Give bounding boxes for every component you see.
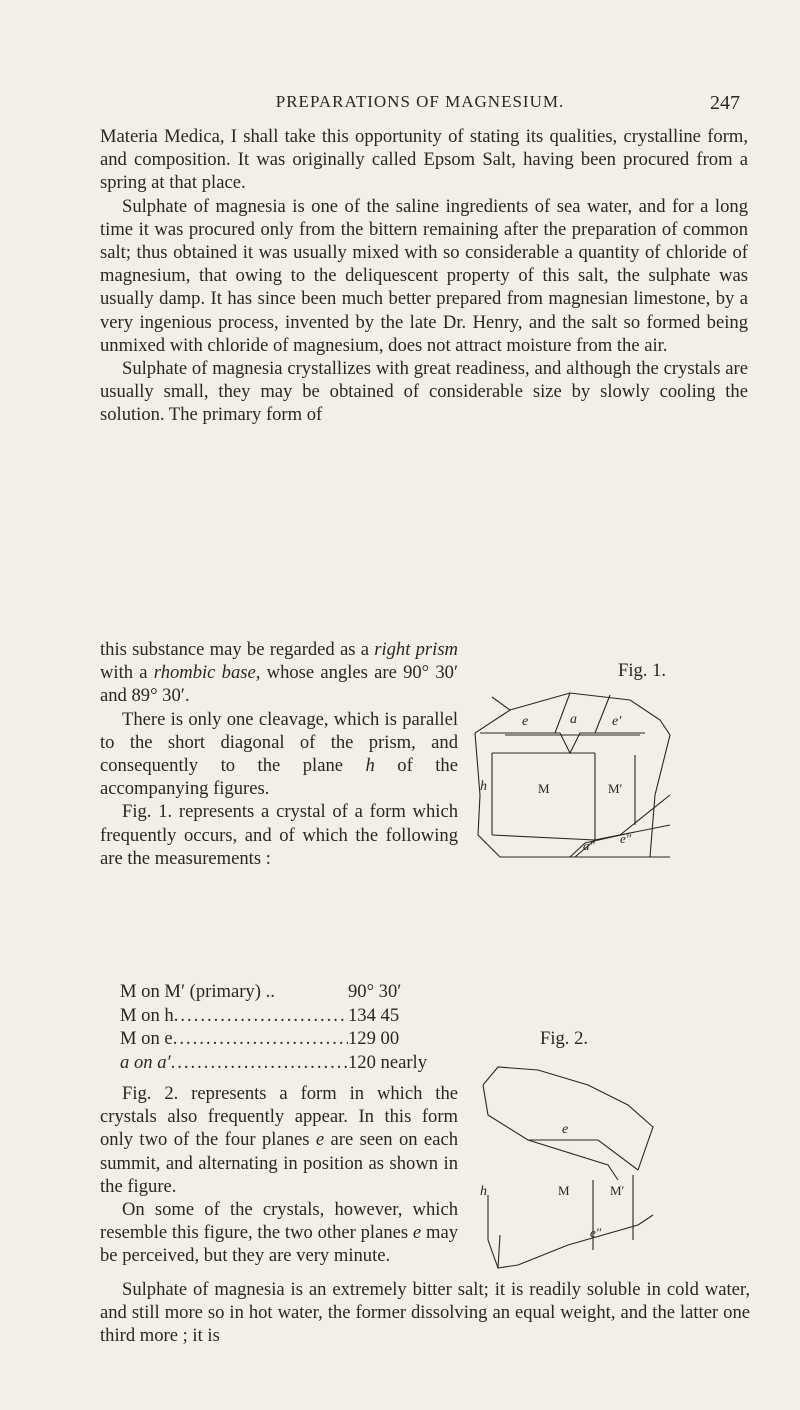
- fig1-label-a: a: [570, 712, 577, 727]
- fig1-crystal-diagram: [470, 675, 680, 860]
- measurement-row: M on e ..... 129 00: [120, 1027, 460, 1051]
- fig2-label-M: M: [558, 1183, 570, 1198]
- fig1-label-e: e: [522, 714, 529, 729]
- paragraph-2: Sulphate of magnesia is one of the saline ingredients of sea water, and for a long time it was procured only from the bittern remaining after the preparation of common salt; thus obtained it was usually mixed with so considerable a quantity of chloride of magnesium, that owing to the deliquescent property of this salt, the sulphate was usually damp. It has since been much better prepared from magnesian limestone, by a very ingenious process, invented by the late Dr. Henry, and the salt so formed being unmixed with chloride of magnesium, does not attract moisture from the air.: [100, 195, 748, 356]
- measurements-table: [120, 980, 460, 1074]
- measurement-row: M on h ..... 134 45: [120, 1004, 460, 1028]
- fig1-label-h: h: [480, 779, 487, 794]
- minute-planes-paragraph: On some of the crystals, however, which resemble this figure, the two other planes e may be perceived, but they are very minute.: [100, 1199, 458, 1267]
- term-rhombic-base: rhombic base: [153, 662, 256, 684]
- paragraph-3: Sulphate of magnesia crystallizes with great readiness, and although the crystals are usually small, they may be obtained of considerable size by slowly cooling the solution. The primary form of: [100, 358, 748, 426]
- measurement-row: M on M′ (primary) .. 90° 30′: [120, 981, 402, 1002]
- fig2-label-M-prime: M′: [610, 1183, 625, 1198]
- fig2-label-e: e: [562, 1122, 569, 1137]
- term-right-prism: right prism: [374, 639, 458, 660]
- fig1-label-M-prime: M′: [608, 781, 623, 796]
- left-column-text-1: [100, 638, 458, 870]
- primary-form-paragraph: this substance may be regarded as a right prism with a rhombic base, whose angles are 90° 30′ and 89° 30′.: [100, 639, 459, 707]
- cleavage-paragraph: There is only one cleavage, which is parallel to the short diagonal of the prism, and consequently to the plane h of the accompanying figures.: [100, 708, 458, 800]
- running-head: PREPARATIONS OF MAGNESIUM.: [275, 92, 565, 111]
- fig2-caption: Fig. 2.: [540, 1028, 589, 1049]
- bottom-text: [100, 1278, 750, 1348]
- fig1-label-e-prime: e′: [612, 714, 622, 729]
- fig1-label-M: M: [538, 781, 550, 796]
- page-header: [100, 92, 740, 116]
- fig2-crystal-diagram: [478, 1055, 678, 1270]
- page-number: 247: [710, 92, 740, 114]
- paragraph-1: Materia Medica, I shall take this opportunity of stating its qualities, crystalline form, and composition. It was originally called Epsom Salt, having been procured from a spring at that place.: [100, 126, 748, 194]
- fig2-label-e-dprime: e″: [590, 1225, 602, 1240]
- fig1-label-e-dprime: e″: [620, 831, 632, 846]
- solubility-paragraph: Sulphate of magnesia is an extremely bitter salt; it is readily soluble in cold water, and still more so in hot water, the former dissolving an equal weight, and the latter one third more ; it is: [100, 1279, 750, 1347]
- fig1-caption: Fig. 1.: [618, 660, 667, 681]
- fig1-description: Fig. 1. represents a crystal of a form which frequently occurs, and of which the following are the measurements :: [100, 801, 458, 869]
- fig1-label-a-dprime: a″: [583, 838, 595, 853]
- full-width-text: [100, 125, 748, 427]
- measurement-row: a on a′ ..... 120 nearly: [120, 1051, 460, 1075]
- fig2-description: Fig. 2. represents a form in which the crystals also frequently appear. In this form only two of the four planes e are seen on each summit, and alternating in position as shown in the figure.: [100, 1083, 458, 1197]
- fig2-label-h: h: [480, 1184, 487, 1199]
- left-column-text-2: [100, 1082, 458, 1268]
